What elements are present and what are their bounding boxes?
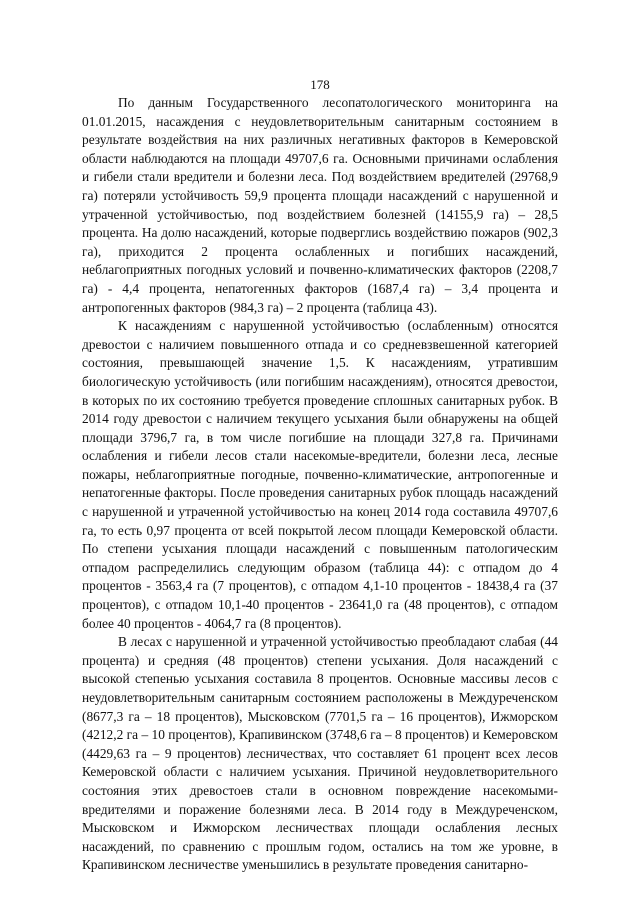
paragraph-2: К насаждениям с нарушенной устойчивостью (ослабленным) относятся древостои с наличием повышенного отпада и со средневзвешенной категорией состояния, превышающей значение 1,5. К насаждениям, утратившим биологическую устойчивость (или погибшим насаждениям), относятся древостои, в которых по их состоянию требуется проведение сплошных санитарных рубок. В 2014 году древостои с наличием текущего усыхания были обнаружены на общей площади 3796,7 га, в том числе погибшие на площади 327,8 га. Причинами ослабления и гибели лесов стали насекомые-вредители, болезни леса, лесные пожары, неблагоприятные погодные, почвенно-климатические, антропогенные и непатогенные факторы. После проведения санитарных рубок площадь насаждений с нарушенной и утраченной устойчивостью на конец 2014 года составила 49707,6 га, то есть 0,97 процента от всей покрытой лесом площади Кемеровской области. По степени усыхания площади насаждений с повышенным патологическим отпадом распределились следующим образом (таблица 44): с отпадом до 4 процентов - 3563,4 га (7 процентов), с отпадом 4,1-10 процентов - 18438,4 га (37 процентов), с отпадом 10,1-40 процентов - 23641,0 га (48 процентов), с отпадом более 40 процентов - 4064,7 га (8 процентов).	[82, 318, 558, 631]
page-number: 178	[310, 77, 330, 92]
body-text	[82, 94, 558, 875]
paragraph-3: В лесах с нарушенной и утраченной устойчивостью преобладают слабая (44 процента) и средняя (48 процентов) степени усыхания. Доля насаждений с высокой степенью усыхания составила 8 процентов. Основные массивы лесов с неудовлетворительным санитарным состоянием расположены в Междуреченском (8677,3 га – 18 процентов), Мысковском (7701,5 га – 16 процентов), Ижморском (4212,2 га – 10 процентов), Крапивинском (3748,6 га – 8 процентов) и Кемеровском (4429,63 га – 9 процентов) лесничествах, что составляет 61 процент всех лесов Кемеровской области с наличием усыхания. Причиной неудовлетворительного состояния этих древостоев стали в основном повреждение насекомыми-вредителями и поражение болезнями леса. В 2014 году в Междуреченском, Мысковском и Ижморском лесничествах площади ослабления лесных насаждений, по сравнению с прошлым годом, остались на том же уровне, в Крапивинском лесничестве уменьшились в результате проведения санитарно-	[82, 634, 558, 873]
paragraph-1: По данным Государственного лесопатологического мониторинга на 01.01.2015, насаждения с неудовлетворительным санитарным состоянием в результате воздействия на них различных негативных факторов в Кемеровской области наблюдаются на площади 49707,6 га. Основными причинами ослабления и гибели стали вредители и болезни леса. Под воздействием вредителей (29768,9 га) потеряли устойчивость 59,9 процента площади насаждений с нарушенной и утраченной устойчивостью, под воздействием болезней (14155,9 га) – 28,5 процента. На долю насаждений, которые подверглись воздействию пожаров (902,3 га), приходится 2 процента ослабленных и погибших насаждений, неблагоприятных погодных условий и почвенно-климатических факторов (2208,7 га) - 4,4 процента, непатогенных факторов (1687,4 га) – 3,4 процента и антропогенных факторов (984,3 га) – 2 процента (таблица 43).	[82, 95, 558, 315]
